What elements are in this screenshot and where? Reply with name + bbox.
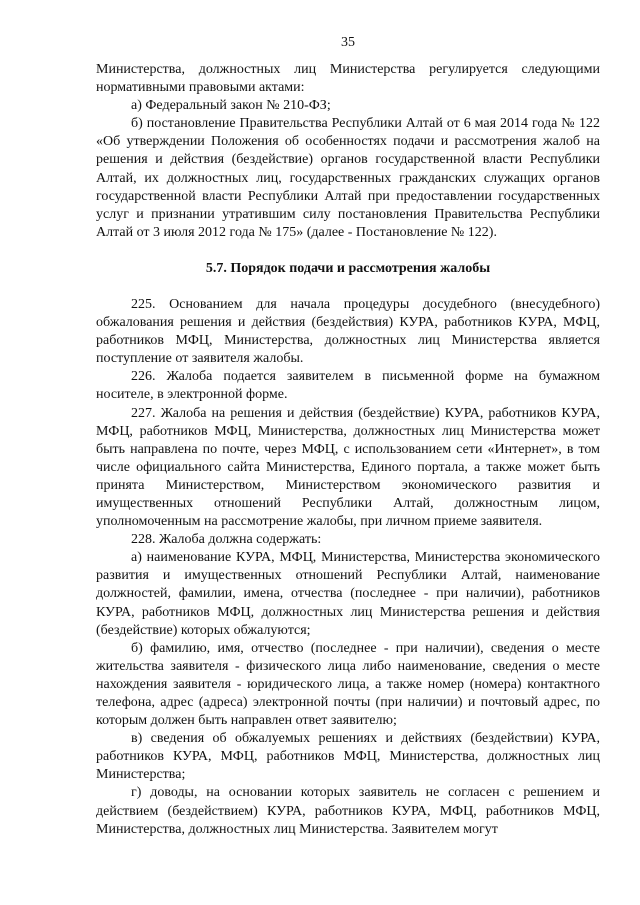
paragraph-225: 225. Основанием для начала процедуры досудебного (внесудебного) обжалования решения и действия (бездействия) КУРА, работников КУРА, МФЦ, работников МФЦ, Министерства, должностных лиц Министерства является поступление от заявителя жалобы.	[96, 296, 600, 367]
list-item-228-b: б) фамилию, имя, отчество (последнее - при наличии), сведения о месте жительства заявителя - физического лица либо наименование, сведения о месте нахождения заявителя - юридического лица, а также номер (номера) контактного телефона, адрес (адреса) электронной почты (при наличии) и почтовый адрес, по которым должен быть направлен ответ заявителю;	[96, 640, 600, 729]
paragraph-226: 226. Жалоба подается заявителем в письменной форме на бумажном носителе, в электронной форме.	[96, 369, 600, 403]
page-number: 35	[341, 35, 355, 50]
document-page	[96, 34, 600, 839]
paragraph-227: 227. Жалоба на решения и действия (бездействие) КУРА, работников КУРА, МФЦ, работников МФЦ, Министерства, должностных лиц Министерства может быть направлена по почте, через МФЦ, с использованием сети «Интернет», в том числе официального сайта Министерства, Единого портала, а также может быть принята Министерством, Министерством экономического развития и имущественных отношений Республики Алтай, должностным лицом, уполномоченным на рассмотрение жалобы, при личном приеме заявителя.	[96, 405, 600, 530]
paragraph-continuation: Министерства, должностных лиц Министерства регулируется следующими нормативными правовыми актами:	[96, 62, 600, 96]
section-title: 5.7. Порядок подачи и рассмотрения жалобы	[205, 260, 491, 276]
paragraph-228: 228. Жалоба должна содержать:	[131, 532, 322, 548]
list-item-228-v: в) сведения об обжалуемых решениях и действиях (бездействии) КУРА, работников КУРА, МФЦ, работников МФЦ, Министерства, должностных лиц Министерства;	[96, 731, 600, 783]
list-item-228-a: а) наименование КУРА, МФЦ, Министерства, Министерства экономического развития и имущественных отношений Республики Алтай, наименование должностей, фамилии, имена, отчества (последнее - при наличии), работников КУРА, работников МФЦ, должностных лиц Министерства решения и действия (бездействие) которых обжалуются;	[96, 550, 600, 638]
list-item-228-g: г) доводы, на основании которых заявитель не согласен с решением и действием (бездействием) КУРА, работников КУРА, МФЦ, работников МФЦ, Министерства, должностных лиц Министерства. Заявителем могут	[96, 785, 600, 837]
list-item-b-resolution-122: б) постановление Правительства Республики Алтай от 6 мая 2014 года № 122 «Об утверждении Положения об особенностях подачи и рассмотрения жалоб на решения и действия (бездействие) органов государственной власти Республики Алтай, их должностных лиц, государственных гражданских служащих органов государственной власти Республики Алтай при предоставлении государственных услуг и признании утратившим силу постановления Правительства Республики Алтай от 3 июля 2012 года № 175» (далее - Постановление № 122).	[96, 116, 600, 240]
list-item-a-federal-law: а) Федеральный закон № 210-ФЗ;	[131, 98, 331, 114]
